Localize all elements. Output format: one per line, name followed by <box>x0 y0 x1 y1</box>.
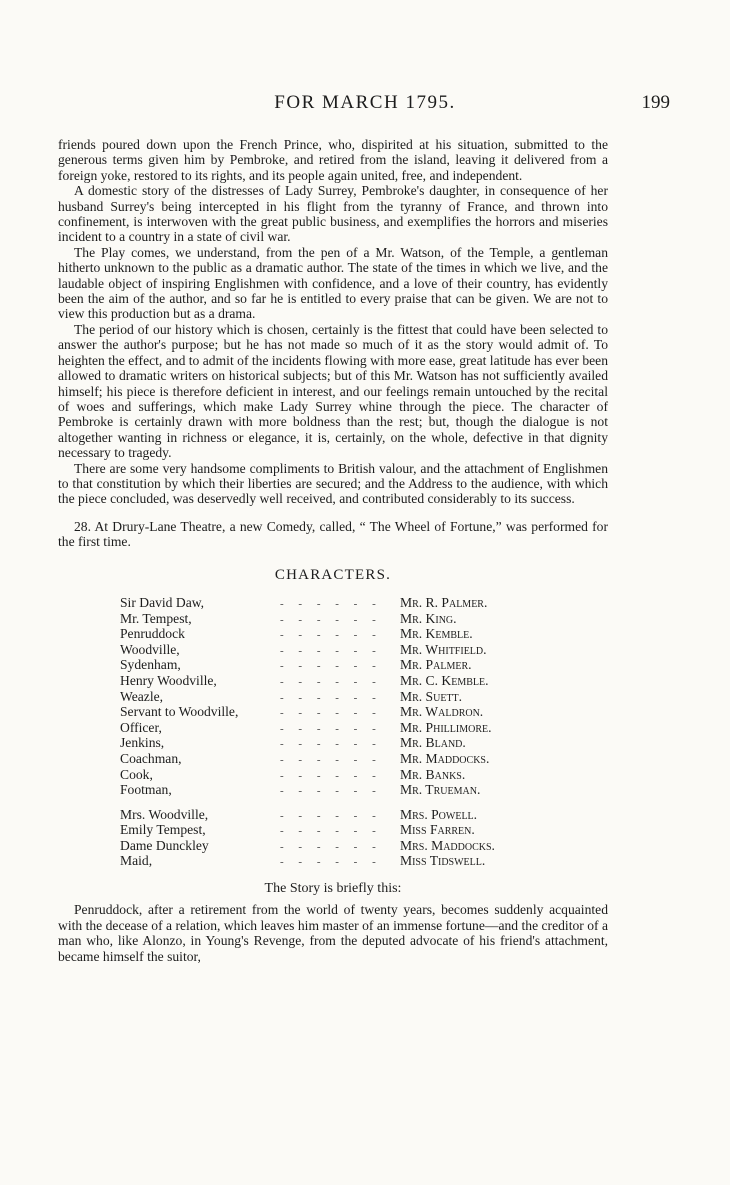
cast-actor: Mr. Kemble. <box>400 626 473 642</box>
cast-row <box>120 822 550 838</box>
leader-dots: - - - - - - <box>280 707 382 720</box>
cast-role: Emily Tempest, <box>120 822 206 838</box>
cast-actor: Miss Farren. <box>400 822 475 838</box>
cast-row <box>120 611 550 627</box>
page-header <box>60 92 670 118</box>
cast-role: Servant to Woodville, <box>120 704 239 720</box>
cast-row <box>120 853 550 869</box>
article-body <box>58 137 608 964</box>
cast-row <box>120 657 550 673</box>
cast-actor: Mr. Palmer. <box>400 657 472 673</box>
cast-actor: Mrs. Maddocks. <box>400 837 495 853</box>
leader-dots: - - - - - - <box>280 613 382 626</box>
cast-actor: Mr. Bland. <box>400 735 466 751</box>
cast-actor: Mr. Maddocks. <box>400 750 490 766</box>
cast-role: Jenkins, <box>120 735 165 751</box>
paragraph: There are some very handsome compliments to British valour, and the attachment of Englishmen to that constitution by which their liberties are secured; and the Address to the audience, with which the piece concluded, was deservedly well received, and contributed considerably to its success. <box>58 460 608 507</box>
story-paragraph: Penruddock, after a retirement from the world of twenty years, becomes suddenly acquainted with the decease of a relation, which leaves him master of an immense fortune—and the creditor of a man who, like Alonzo, in Young's Revenge, from the deputed advocate of his friend's attachment, became himself the suitor, <box>58 902 608 964</box>
cast-row <box>120 782 550 798</box>
leader-dots: - - - - - - <box>280 809 382 822</box>
cast-role: Henry Woodville, <box>120 672 217 688</box>
cast-row <box>120 595 550 611</box>
leader-dots: - - - - - - <box>280 722 382 735</box>
leader-dots: - - - - - - <box>280 629 382 642</box>
cast-row <box>120 673 550 689</box>
cast-row <box>120 767 550 783</box>
cast-role: Weazle, <box>120 688 164 704</box>
paragraph: The Play comes, we understand, from the pen of a Mr. Watson, of the Temple, a gentleman hitherto unknown to the public as a dramatic author. The state of the times in which we live, and the laudable object of inspiring Englishmen with confidence, and a love of their country, has evidently been the aim of the author, and so far he is entitled to every praise that can be given. We are not to view this production but as a drama. <box>58 244 608 322</box>
cast-row <box>120 720 550 736</box>
leader-dots: - - - - - - <box>280 738 382 751</box>
cast-row <box>120 626 550 642</box>
cast-row <box>120 735 550 751</box>
cast-actor: Mr. Suett. <box>400 688 463 704</box>
cast-actor: Mr. Banks. <box>400 766 466 782</box>
cast-row <box>120 642 550 658</box>
paragraph: friends poured down upon the French Prince, who, dispirited at his situation, submitted to the generous terms given him by Pembroke, and retired from the island, leaving it delivered from a foreign yoke, restored to its rights, and its people again united, free, and independent. <box>58 137 608 183</box>
leader-dots: - - - - - - <box>280 825 382 838</box>
page-number: 199 <box>641 92 670 113</box>
cast-row <box>120 807 550 823</box>
cast-actor: Mr. King. <box>400 610 457 626</box>
leader-dots: - - - - - - <box>280 691 382 704</box>
cast-actor: Mr. R. Palmer. <box>400 594 488 610</box>
cast-actor: Mr. Phillimore. <box>400 719 492 735</box>
cast-role: Mr. Tempest, <box>120 610 192 626</box>
cast-role: Penruddock <box>120 626 185 642</box>
leader-dots: - - - - - - <box>280 597 382 610</box>
leader-dots: - - - - - - <box>280 785 382 798</box>
characters-heading: CHARACTERS. <box>274 566 392 583</box>
cast-actor: Miss Tidswell. <box>400 853 486 869</box>
leader-dots: - - - - - - <box>280 753 382 766</box>
cast-role: Cook, <box>120 766 153 782</box>
cast-actor: Mr. Whitfield. <box>400 641 487 657</box>
cast-actor: Mr. Waldron. <box>400 704 484 720</box>
cast-row <box>120 751 550 767</box>
cast-role: Woodville, <box>120 641 180 657</box>
cast-role: Dame Dunckley <box>120 837 209 853</box>
cast-role: Sydenham, <box>120 657 181 673</box>
cast-row <box>120 704 550 720</box>
cast-actor: Mrs. Powell. <box>400 806 478 822</box>
leader-dots: - - - - - - <box>280 660 382 673</box>
cast-row <box>120 689 550 705</box>
cast-role: Sir David Daw, <box>120 594 205 610</box>
paragraph: The period of our history which is chosen, certainly is the fittest that could have been selected to answer the author's purpose; but he has not made so much of it as the story would admit of. To heighten the effect, and to admit of the incidents flowing with more ease, great latitude has ever been allowed to dramatic writers on historical subjects; but of this Mr. Watson has not sufficiently availed himself; his piece is therefore deficient in interest, and our feelings remain untouched by the recital of woes and sufferings, which make Lady Surrey whine through the piece. The character of Pembroke is certainly drawn with more boldness than the rest; but, though the dialogue is not altogether wanting in richness or elegance, it is, certainly, on the whole, defective in that dignity necessary to tragedy. <box>58 321 608 461</box>
leader-dots: - - - - - - <box>280 644 382 657</box>
cast-actor: Mr. Trueman. <box>400 782 481 798</box>
theatre-notice: 28. At Drury-Lane Theatre, a new Comedy, called, “ The Wheel of Fortune,” was performed for the first time. <box>58 518 608 550</box>
cast-role: Officer, <box>120 719 162 735</box>
cast-role: Maid, <box>120 853 153 869</box>
leader-dots: - - - - - - <box>280 675 382 688</box>
cast-role: Footman, <box>120 782 172 798</box>
cast-actor: Mr. C. Kemble. <box>400 672 489 688</box>
cast-role: Mrs. Woodville, <box>120 806 209 822</box>
story-heading: The Story is briefly this: <box>264 881 402 897</box>
cast-row <box>120 838 550 854</box>
running-head: FOR MARCH 1795. <box>274 92 456 113</box>
paragraph: A domestic story of the distresses of Lady Surrey, Pembroke's daughter, in consequence of her husband Surrey's being intercepted in his flight from the tyranny of France, and thrown into confinement, is interwoven with the great public business, and exemplifies the horrors and miseries incident to a country in a state of civil war. <box>58 183 608 245</box>
leader-dots: - - - - - - <box>280 840 382 853</box>
cast-list <box>120 595 550 869</box>
cast-role: Coachman, <box>120 750 182 766</box>
leader-dots: - - - - - - <box>280 856 382 869</box>
leader-dots: - - - - - - <box>280 769 382 782</box>
